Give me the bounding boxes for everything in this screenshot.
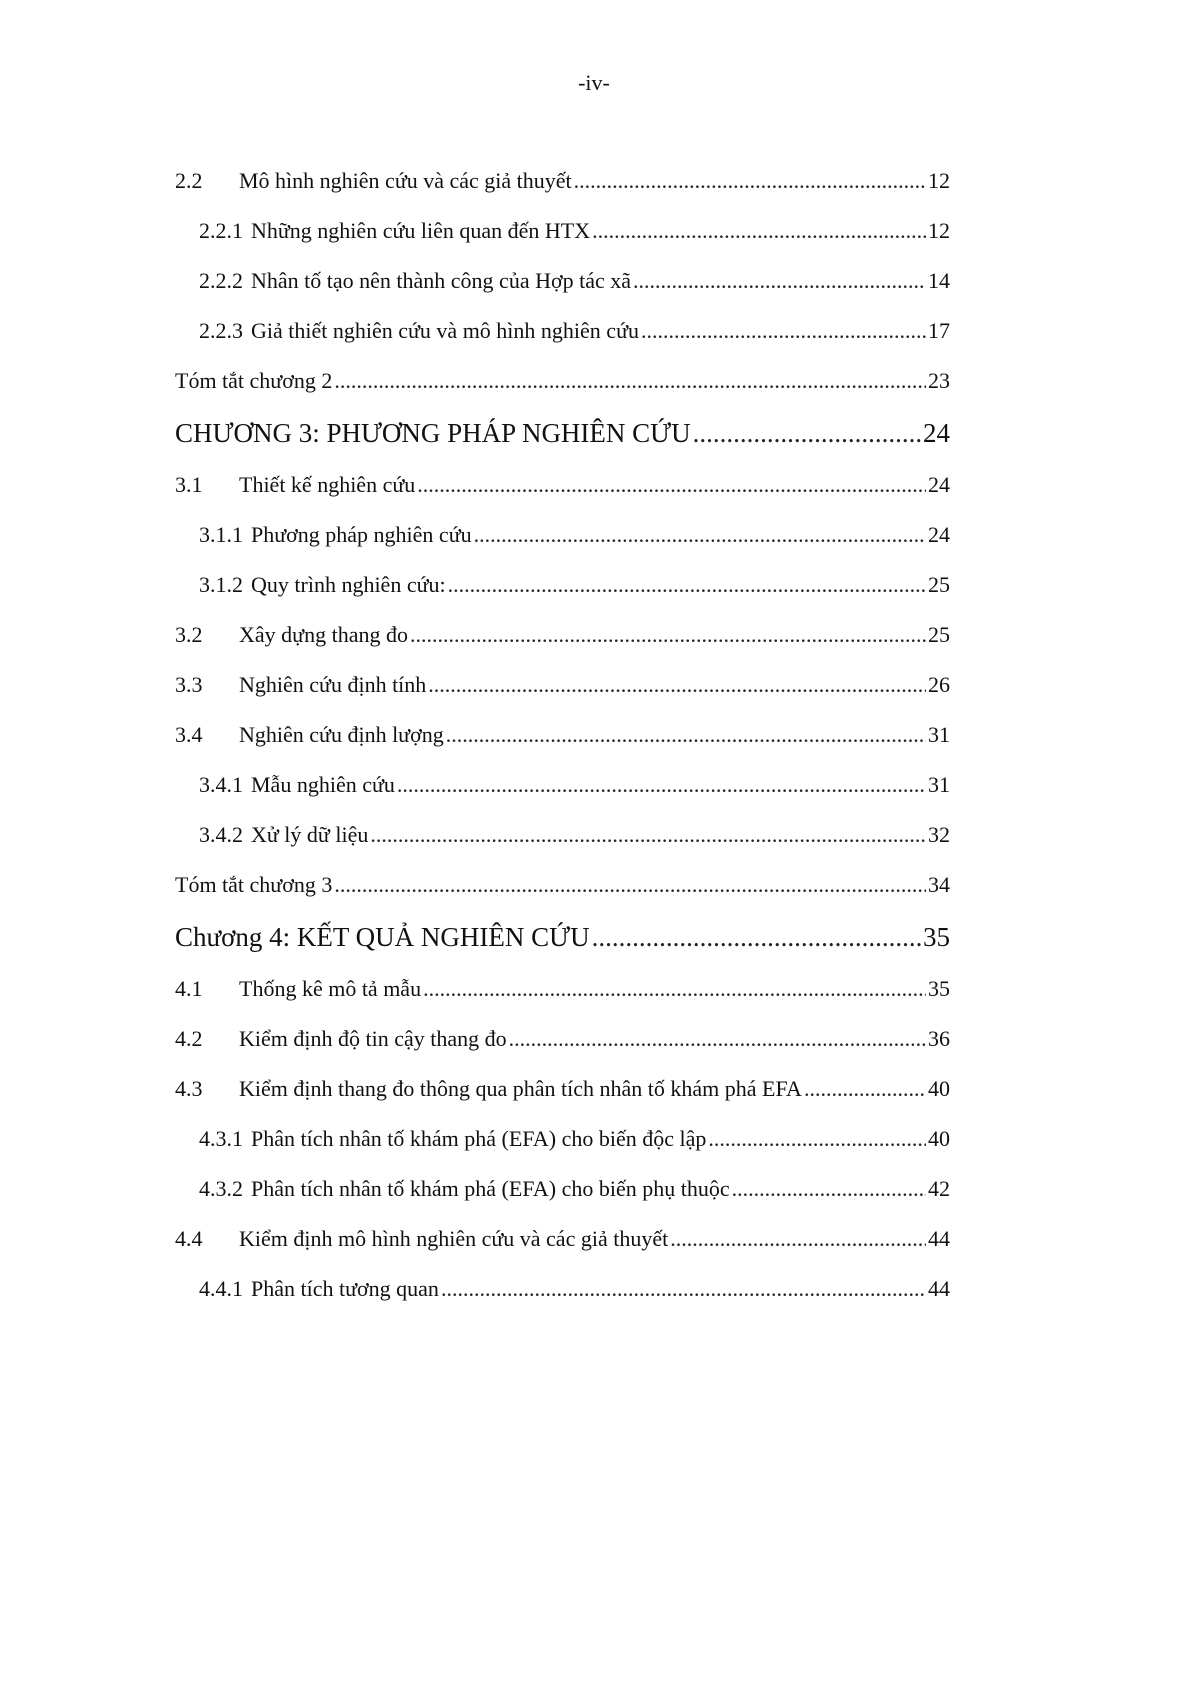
toc-entry-number: 2.2 (175, 168, 203, 193)
toc-entry-number: 4.3.1 (199, 1126, 243, 1151)
toc-leader-dots (708, 1114, 926, 1164)
toc-entry-title: Nhân tố tạo nên thành công của Hợp tác xã (251, 268, 632, 293)
toc-entry-title: Mẫu nghiên cứu (251, 772, 395, 797)
toc-entry-title: Kiểm định thang đo thông qua phân tích nhân tố khám phá EFA (239, 1076, 802, 1101)
toc-entry-title: Quy trình nghiên cứu: (251, 572, 446, 597)
toc-entry[interactable] (175, 206, 950, 256)
toc-entry-title: Những nghiên cứu liên quan đến HTX (251, 218, 591, 243)
toc-entry-number: 3.1 (175, 472, 203, 497)
toc-entry-page: 44 (928, 1276, 950, 1301)
toc-entry-page: 36 (928, 1026, 950, 1051)
toc-entry[interactable] (175, 306, 950, 356)
toc-entry-page: 23 (928, 368, 950, 393)
toc-entry-page: 12 (928, 168, 950, 193)
toc-leader-dots (397, 760, 926, 810)
toc-entry-title: Tóm tắt chương 3 (175, 872, 333, 897)
toc-entry-title: Chương 4: KẾT QUẢ NGHIÊN CỨU (175, 922, 590, 952)
toc-entry-title: Thống kê mô tả mẫu (239, 976, 422, 1001)
toc-entry-title: Phương pháp nghiên cứu (251, 522, 472, 547)
toc-leader-dots (804, 1064, 926, 1114)
toc-entry[interactable] (175, 710, 950, 760)
toc-leader-dots (670, 1214, 926, 1264)
toc-entry[interactable] (175, 964, 950, 1014)
toc-entry-page: 42 (928, 1176, 950, 1201)
toc-leader-dots (446, 710, 926, 760)
toc-entry-page: 40 (928, 1126, 950, 1151)
toc-entry-number: 4.3.2 (199, 1176, 243, 1201)
toc-leader-dots (633, 256, 926, 306)
toc-entry[interactable] (175, 760, 950, 810)
toc-entry[interactable] (175, 156, 950, 206)
toc-entry[interactable] (175, 860, 950, 910)
toc-entry-number: 3.4.2 (199, 822, 243, 847)
toc-leader-dots (574, 156, 926, 206)
toc-entry[interactable] (175, 1114, 950, 1164)
toc-entry-number: 4.4 (175, 1226, 203, 1251)
toc-entry-number: 4.1 (175, 976, 203, 1001)
toc-entry-number: 3.1.2 (199, 572, 243, 597)
toc-entry[interactable] (175, 660, 950, 710)
toc-entry-title: CHƯƠNG 3: PHƯƠNG PHÁP NGHIÊN CỨU (175, 418, 691, 448)
toc-entry-title: Phân tích nhân tố khám phá (EFA) cho biến độc lập (251, 1126, 707, 1151)
toc-chapter-entry[interactable] (175, 910, 950, 964)
toc-leader-dots (448, 560, 926, 610)
toc-entry-page: 44 (928, 1226, 950, 1251)
toc-entry-title: Thiết kế nghiên cứu (239, 472, 416, 497)
toc-entry-title: Xây dựng thang đo (239, 622, 408, 647)
toc-entry-title: Kiểm định độ tin cậy thang đo (239, 1026, 507, 1051)
toc-entry[interactable] (175, 460, 950, 510)
toc-entry-title: Kiểm định mô hình nghiên cứu và các giả thuyết (239, 1226, 669, 1251)
toc-leader-dots (732, 1164, 926, 1214)
toc-entry-title: Phân tích tương quan (251, 1276, 439, 1301)
toc-leader-dots (428, 660, 926, 710)
toc-entry-page: 25 (928, 622, 950, 647)
toc-entry-number: 3.4 (175, 722, 203, 747)
toc-entry-page: 12 (928, 218, 950, 243)
table-of-contents (175, 156, 950, 1314)
toc-entry[interactable] (175, 356, 950, 406)
toc-leader-dots (441, 1264, 926, 1314)
toc-entry-title: Tóm tắt chương 2 (175, 368, 333, 393)
toc-entry[interactable] (175, 256, 950, 306)
toc-entry-page: 24 (923, 418, 950, 448)
toc-entry-title: Nghiên cứu định tính (239, 672, 427, 697)
toc-entry-page: 25 (928, 572, 950, 597)
toc-entry-number: 3.4.1 (199, 772, 243, 797)
toc-entry[interactable] (175, 1014, 950, 1064)
toc-leader-dots (334, 860, 926, 910)
toc-entry[interactable] (175, 1264, 950, 1314)
toc-entry-number: 2.2.3 (199, 318, 243, 343)
toc-entry-number: 4.2 (175, 1026, 203, 1051)
toc-leader-dots (410, 610, 926, 660)
toc-leader-dots (334, 356, 926, 406)
toc-entry-title: Giả thiết nghiên cứu và mô hình nghiên cứu (251, 318, 639, 343)
toc-entry[interactable] (175, 1214, 950, 1264)
toc-leader-dots (693, 406, 921, 460)
toc-entry[interactable] (175, 810, 950, 860)
toc-leader-dots (370, 810, 926, 860)
toc-leader-dots (641, 306, 926, 356)
toc-entry-page: 17 (928, 318, 950, 343)
toc-entry-page: 35 (928, 976, 950, 1001)
toc-entry-number: 2.2.2 (199, 268, 243, 293)
toc-entry[interactable] (175, 560, 950, 610)
toc-entry-page: 14 (928, 268, 950, 293)
toc-entry-title: Nghiên cứu định lượng (239, 722, 444, 747)
toc-entry-number: 4.3 (175, 1076, 203, 1101)
toc-entry-page: 40 (928, 1076, 950, 1101)
toc-chapter-entry[interactable] (175, 406, 950, 460)
toc-entry-page: 34 (928, 872, 950, 897)
toc-leader-dots (592, 910, 921, 964)
toc-entry[interactable] (175, 1164, 950, 1214)
toc-entry-page: 35 (923, 922, 950, 952)
toc-leader-dots (474, 510, 926, 560)
toc-entry[interactable] (175, 1064, 950, 1114)
toc-entry-title: Phân tích nhân tố khám phá (EFA) cho biến phụ thuộc (251, 1176, 730, 1201)
toc-entry-title: Mô hình nghiên cứu và các giả thuyết (239, 168, 572, 193)
toc-leader-dots (423, 964, 926, 1014)
toc-entry-page: 31 (928, 772, 950, 797)
toc-entry[interactable] (175, 510, 950, 560)
toc-entry-number: 4.4.1 (199, 1276, 243, 1301)
toc-leader-dots (592, 206, 926, 256)
toc-entry-title: Xử lý dữ liệu (251, 822, 369, 847)
toc-entry[interactable] (175, 610, 950, 660)
toc-entry-page: 26 (928, 672, 950, 697)
toc-leader-dots (509, 1014, 926, 1064)
toc-entry-page: 31 (928, 722, 950, 747)
toc-entry-page: 24 (928, 472, 950, 497)
toc-entry-number: 3.3 (175, 672, 203, 697)
toc-entry-number: 3.1.1 (199, 522, 243, 547)
page-number: -iv- (578, 70, 610, 95)
toc-entry-number: 3.2 (175, 622, 203, 647)
toc-entry-page: 32 (928, 822, 950, 847)
toc-entry-number: 2.2.1 (199, 218, 243, 243)
toc-leader-dots (417, 460, 926, 510)
toc-entry-page: 24 (928, 522, 950, 547)
